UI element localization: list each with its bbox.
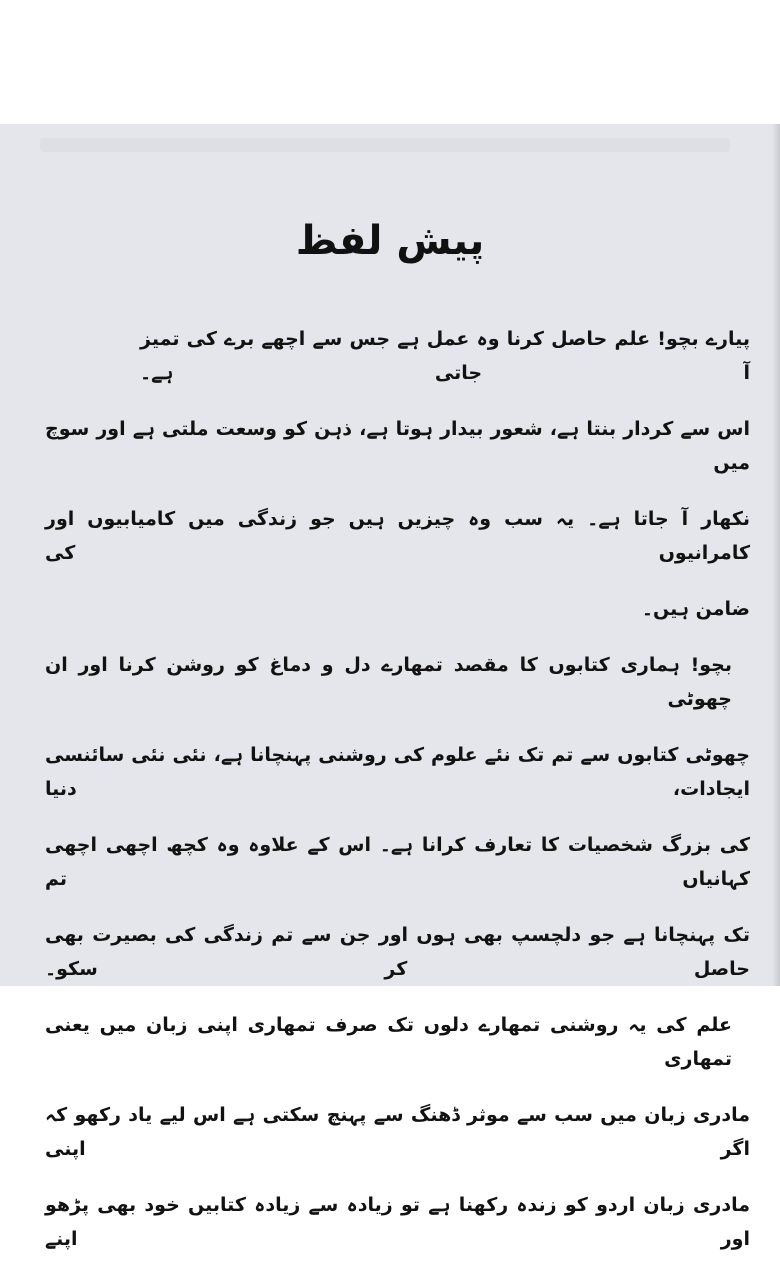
bleed-through-text [40,138,730,152]
body-text [45,322,750,1278]
text-line: نکھار آ جاتا ہے۔ یہ سب وہ چیزیں ہیں جو زندگی میں کامیابیوں اور کامرانیوں کی [45,508,750,564]
text-line: پیارے بچو! علم حاصل کرنا وہ عمل ہے جس سے اچھے برے کی تمیز آ جاتی ہے۔ [140,328,750,384]
text-line: ضامن ہیں۔ [641,598,750,620]
text-line: تک پہنچانا ہے جو دلچسپ بھی ہوں اور جن سے تم زندگی کی بصیرت بھی حاصل کر سکو۔ [45,924,750,980]
text-line: چھوٹی کتابوں سے تم تک نئے علوم کی روشنی پہنچانا ہے، نئی نئی سائنسی ایجادات، دنیا [45,744,750,800]
text-line: مادری زبان اردو کو زندہ رکھنا ہے تو زیادہ سے زیادہ کتابیں خود بھی پڑھو اور اپنے [45,1194,750,1250]
page-title: پیش لفظ [295,218,485,264]
text-line: بچو! ہماری کتابوں کا مقصد تمھارے دل و دماغ کو روشن کرنا اور ان چھوٹی [45,654,732,710]
text-line: کی بزرگ شخصیات کا تعارف کرانا ہے۔ اس کے علاوہ وہ کچھ اچھی اچھی کہانیاں تم [45,834,750,890]
text-line: علم کی یہ روشنی تمھارے دلوں تک صرف تمھاری اپنی زبان میں یعنی تمھاری [45,1014,732,1070]
text-line: اس سے کردار بنتا ہے، شعور بیدار ہوتا ہے، ذہن کو وسعت ملتی ہے اور سوچ میں [45,418,750,474]
text-line: مادری زبان میں سب سے موثر ڈھنگ سے پہنچ سکتی ہے اس لیے یاد رکھو کہ اگر اپنی [45,1104,750,1160]
